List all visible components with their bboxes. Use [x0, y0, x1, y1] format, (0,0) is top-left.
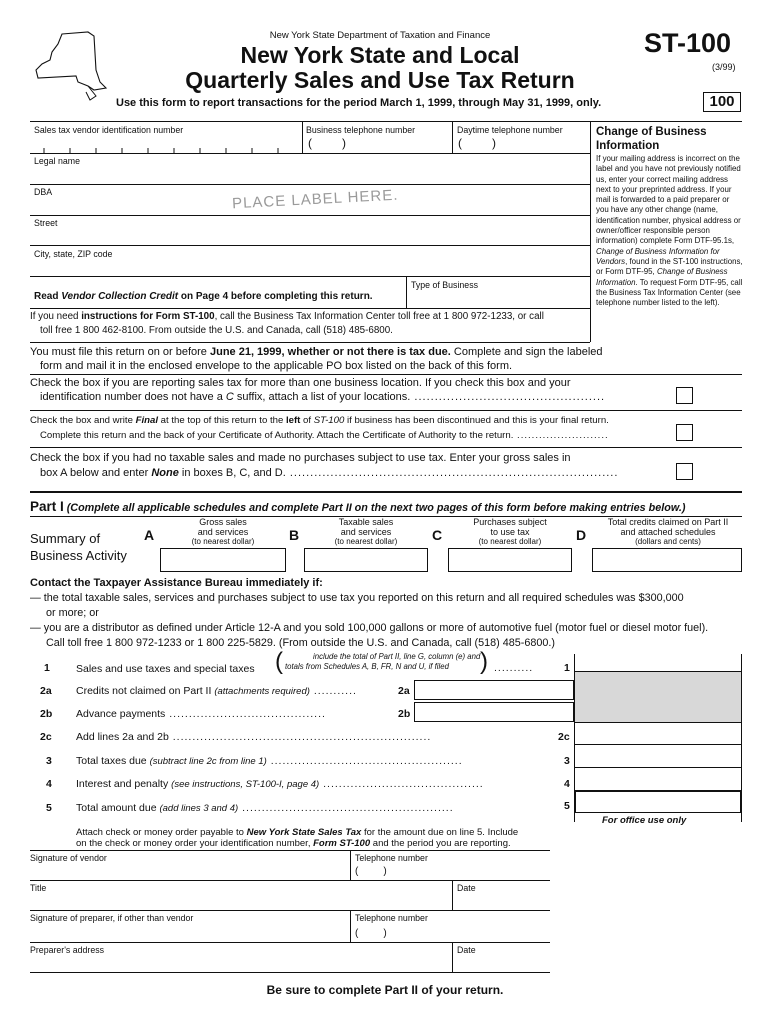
office-use-label: For office use only — [602, 815, 687, 826]
line3-amount-field[interactable] — [575, 745, 741, 768]
date-field[interactable] — [457, 894, 550, 910]
form-number: ST-100 — [644, 28, 732, 58]
business-phone-field[interactable]: ( ) — [308, 136, 346, 150]
vendor-phone-field[interactable]: ( ) — [355, 866, 387, 877]
form-title-line1: New York State and Local — [240, 42, 520, 68]
col-c-field[interactable] — [448, 548, 572, 572]
multi-location-checkbox[interactable] — [676, 387, 693, 404]
form-code-box: 100 — [703, 92, 741, 112]
vendor-id-field[interactable] — [34, 138, 296, 154]
contact-bullet2: — you are a distributor as defined under Article 12-A and you sold 100,000 gallons or more of automotive fuel (motor fuel or diesel motor fuel). — [30, 622, 709, 634]
file-deadline-line2: form and mail it in the enclosed envelope to the applicable PO box listed on the back of this form. — [40, 360, 513, 372]
no-taxable-sales-text2: box A below and enter None in boxes B, C, and D. ................................................................................. — [40, 467, 619, 479]
line2b-number: 2b — [40, 708, 53, 720]
vendor-id-label: Sales tax vendor identification number — [34, 125, 184, 135]
divider — [452, 942, 453, 972]
contact-phone: Call toll free 1 800 972-1233 or 1 800 225-5829. (From outside the U.S. and Canada, call (518) 485-6800.) — [46, 637, 555, 649]
part1-heading: Part I (Complete all applicable schedules and complete Part II on the next two pages of this form before making entries below.) — [30, 499, 686, 514]
type-of-business-label: Type of Business — [411, 280, 478, 290]
rule — [30, 153, 590, 154]
vendor-signature-field[interactable] — [30, 864, 350, 880]
line2c-box-label: 2c — [558, 731, 570, 743]
file-deadline-line1: You must file this return on or before June 21, 1999, whether or not there is tax due. Complete and sign the labeled — [30, 346, 603, 358]
line2b-box-label: 2b — [398, 708, 411, 720]
line2a-amount-field[interactable] — [414, 680, 574, 700]
preparer-signature-label: Signature of preparer, if other than vendor — [30, 913, 194, 923]
summary-title: Summary of Business Activity — [30, 531, 127, 563]
col-a-field[interactable] — [160, 548, 286, 572]
rule — [30, 245, 590, 246]
line2c-number: 2c — [40, 731, 52, 743]
rule — [30, 850, 550, 851]
form-title-line2: Quarterly Sales and Use Tax Return — [185, 67, 575, 93]
change-info-title: Change of Business Information — [596, 126, 707, 152]
title-field[interactable] — [30, 894, 450, 910]
line5-number: 5 — [46, 802, 52, 814]
vendor-collection-note: Read Vendor Collection Credit on Page 4 before completing this return. — [34, 291, 373, 302]
line2b-amount-field[interactable] — [414, 702, 574, 722]
daytime-phone-label: Daytime telephone number — [457, 125, 563, 135]
final-return-text2: Complete this return and the back of your Certificate of Authority. Attach the Certificate of Authority to the return. ......................... — [40, 430, 609, 441]
col-b-header: Taxable sales and services (to nearest dollar) — [334, 517, 398, 546]
rule — [30, 910, 550, 911]
top-rule — [30, 121, 742, 122]
period-statement: Use this form to report transactions for the period March 1, 1999, through May 31, 1999, only. — [116, 97, 602, 109]
date-label: Date — [457, 883, 476, 893]
contact-title: Contact the Taxpayer Assistance Bureau immediately if: — [30, 577, 323, 589]
change-box-divider — [590, 121, 591, 342]
preparer-date-label: Date — [457, 945, 476, 955]
line2c-label: Add lines 2a and 2b .................................................................. — [76, 731, 432, 743]
preparer-date-field[interactable] — [457, 956, 550, 972]
contact-bullet1a: — the total taxable sales, services and purchases subject to use tax you reported on this return and all required schedules was $300,000 — [30, 592, 684, 604]
col-d-header: Total credits claimed on Part II and attached schedules (dollars and cents) — [607, 517, 729, 546]
line1-note: include the total of Part II, line G, column (e) and totals from Schedules A, B, FR, N and U, if filed — [285, 652, 481, 671]
line5-label: Total amount due (add lines 3 and 4) ...................................................... — [76, 802, 454, 814]
rule — [30, 276, 590, 277]
line2a-number: 2a — [40, 685, 52, 697]
divider — [350, 850, 351, 880]
multi-location-text2: identification number does not have a C suffix, attach a list of your locations. ............................................... — [40, 391, 606, 403]
footer-reminder: Be sure to complete Part II of your return. — [266, 983, 504, 997]
divider — [350, 910, 351, 942]
line1-box-label: 1 — [564, 662, 570, 674]
line3-number: 3 — [46, 755, 52, 767]
line4-box-label: 4 — [564, 778, 570, 790]
preparer-phone-label: Telephone number — [355, 913, 428, 923]
preparer-phone-field[interactable]: ( ) — [355, 928, 387, 939]
line3-box-label: 3 — [564, 755, 570, 767]
rule — [30, 942, 550, 943]
attach-note2: on the check or money order your identification number, Form ST-100 and the period you are reporting. — [76, 838, 511, 849]
rule — [30, 410, 742, 411]
line5-amount-field[interactable] — [575, 791, 741, 813]
line5-box-label: 5 — [564, 800, 570, 812]
vendor-id-digit-ticks — [34, 138, 296, 154]
line4-amount-field[interactable] — [575, 768, 741, 791]
col-a-header: Gross sales and services (to nearest dollar) — [191, 517, 255, 546]
vendor-signature-label: Signature of vendor — [30, 853, 107, 863]
final-return-checkbox[interactable] — [676, 424, 693, 441]
line4-number: 4 — [46, 778, 52, 790]
line2a-box-label: 2a — [398, 685, 410, 697]
divider — [452, 880, 453, 910]
line1-dots: .......... — [494, 662, 534, 674]
col-c-header: Purchases subject to use tax (to nearest dollar) — [473, 517, 547, 546]
dba-label: DBA — [34, 187, 53, 197]
business-phone-label: Business telephone number — [306, 125, 416, 135]
form-revision: (3/99) — [712, 62, 736, 72]
rule — [30, 972, 550, 973]
part1-top-rule — [30, 491, 742, 493]
final-return-text1: Check the box and write Final at the top of this return to the left of ST-100 if business has been discontinued and this is your final return. — [30, 415, 609, 426]
line4-label: Interest and penalty (see instructions, ST-100-I, page 4) ......................................... — [76, 778, 484, 790]
city-state-zip-label: City, state, ZIP code — [34, 249, 113, 259]
instructions-note-line2: toll free 1 800 462-8100. From outside the U.S. and Canada, call (518) 485-6800. — [40, 325, 393, 336]
attach-note1: Attach check or money order payable to New York State Sales Tax for the amount due on line 5. Include — [76, 827, 519, 838]
line2c-amount-field[interactable] — [575, 722, 741, 745]
divider — [406, 276, 407, 308]
contact-bullet1b: or more; or — [46, 607, 99, 619]
divider — [302, 121, 303, 153]
rule — [30, 308, 590, 309]
no-taxable-sales-text1: Check the box if you had no taxable sales and made no purchases subject to use tax. Enter your gross sales in — [30, 452, 571, 464]
col-d-field[interactable] — [592, 548, 742, 572]
legal-name-label: Legal name — [34, 156, 80, 166]
line2a-label: Credits not claimed on Part II (attachments required) ........... — [76, 685, 357, 697]
preparer-address-label: Preparer's address — [30, 945, 105, 955]
rule — [30, 880, 550, 881]
line1-brace-open: ( — [275, 648, 283, 675]
vendor-phone-label: Telephone number — [355, 853, 428, 863]
col-a-letter: A — [144, 527, 155, 543]
rule — [30, 215, 590, 216]
multi-location-text1: Check the box if you are reporting sales tax for more than one business location. If you check this box and your — [30, 377, 571, 389]
street-label: Street — [34, 218, 58, 228]
rule — [30, 447, 742, 448]
no-taxable-sales-checkbox[interactable] — [676, 463, 693, 480]
preparer-signature-field[interactable] — [30, 924, 350, 940]
title-label: Title — [30, 883, 47, 893]
line1-amount-field[interactable] — [575, 654, 741, 672]
rule — [30, 374, 742, 375]
divider — [452, 121, 453, 153]
col-b-field[interactable] — [304, 548, 428, 572]
rule — [30, 342, 590, 343]
rule — [30, 184, 590, 185]
daytime-phone-field[interactable]: ( ) — [458, 136, 496, 150]
line2b-label: Advance payments ........................................ — [76, 708, 326, 720]
preparer-address-field[interactable] — [30, 956, 450, 972]
line3-label: Total taxes due (subtract line 2c from line 1) ................................................. — [76, 755, 463, 767]
line1-number: 1 — [44, 662, 50, 674]
place-label-here-text: PLACE LABEL HERE. — [231, 186, 399, 213]
col-d-letter: D — [576, 527, 587, 543]
change-info-body: If your mailing address is incorrect on the label and you have not previously notified us, enter your correct mailing address next to your preprinted address. If your mail is forwarded to a paid preparer or you have any other change (name, identification number, physical address or owner/officer responsible person information) complete Form DTF-95.1s, Change of Business Information for Vendors, found in the ST-100 instructions, or Form DTF-95, Change of Business Information. To request Form DTF-95, call the Business Tax Information Center (see telephone number listed to the left). — [596, 154, 743, 308]
col-c-letter: C — [432, 527, 443, 543]
col-b-letter: B — [289, 527, 300, 543]
line1-label: Sales and use taxes and special taxes — [76, 663, 255, 675]
agency-name: New York State Department of Taxation and Finance — [269, 30, 491, 41]
new-york-state-map-icon — [28, 30, 108, 102]
line1-brace-close: ) — [480, 648, 488, 675]
shaded-area — [575, 672, 741, 722]
instructions-note-line1: If you need instructions for Form ST-100, call the Business Tax Information Center toll free at 1 800 972-1233, or call — [30, 311, 544, 322]
